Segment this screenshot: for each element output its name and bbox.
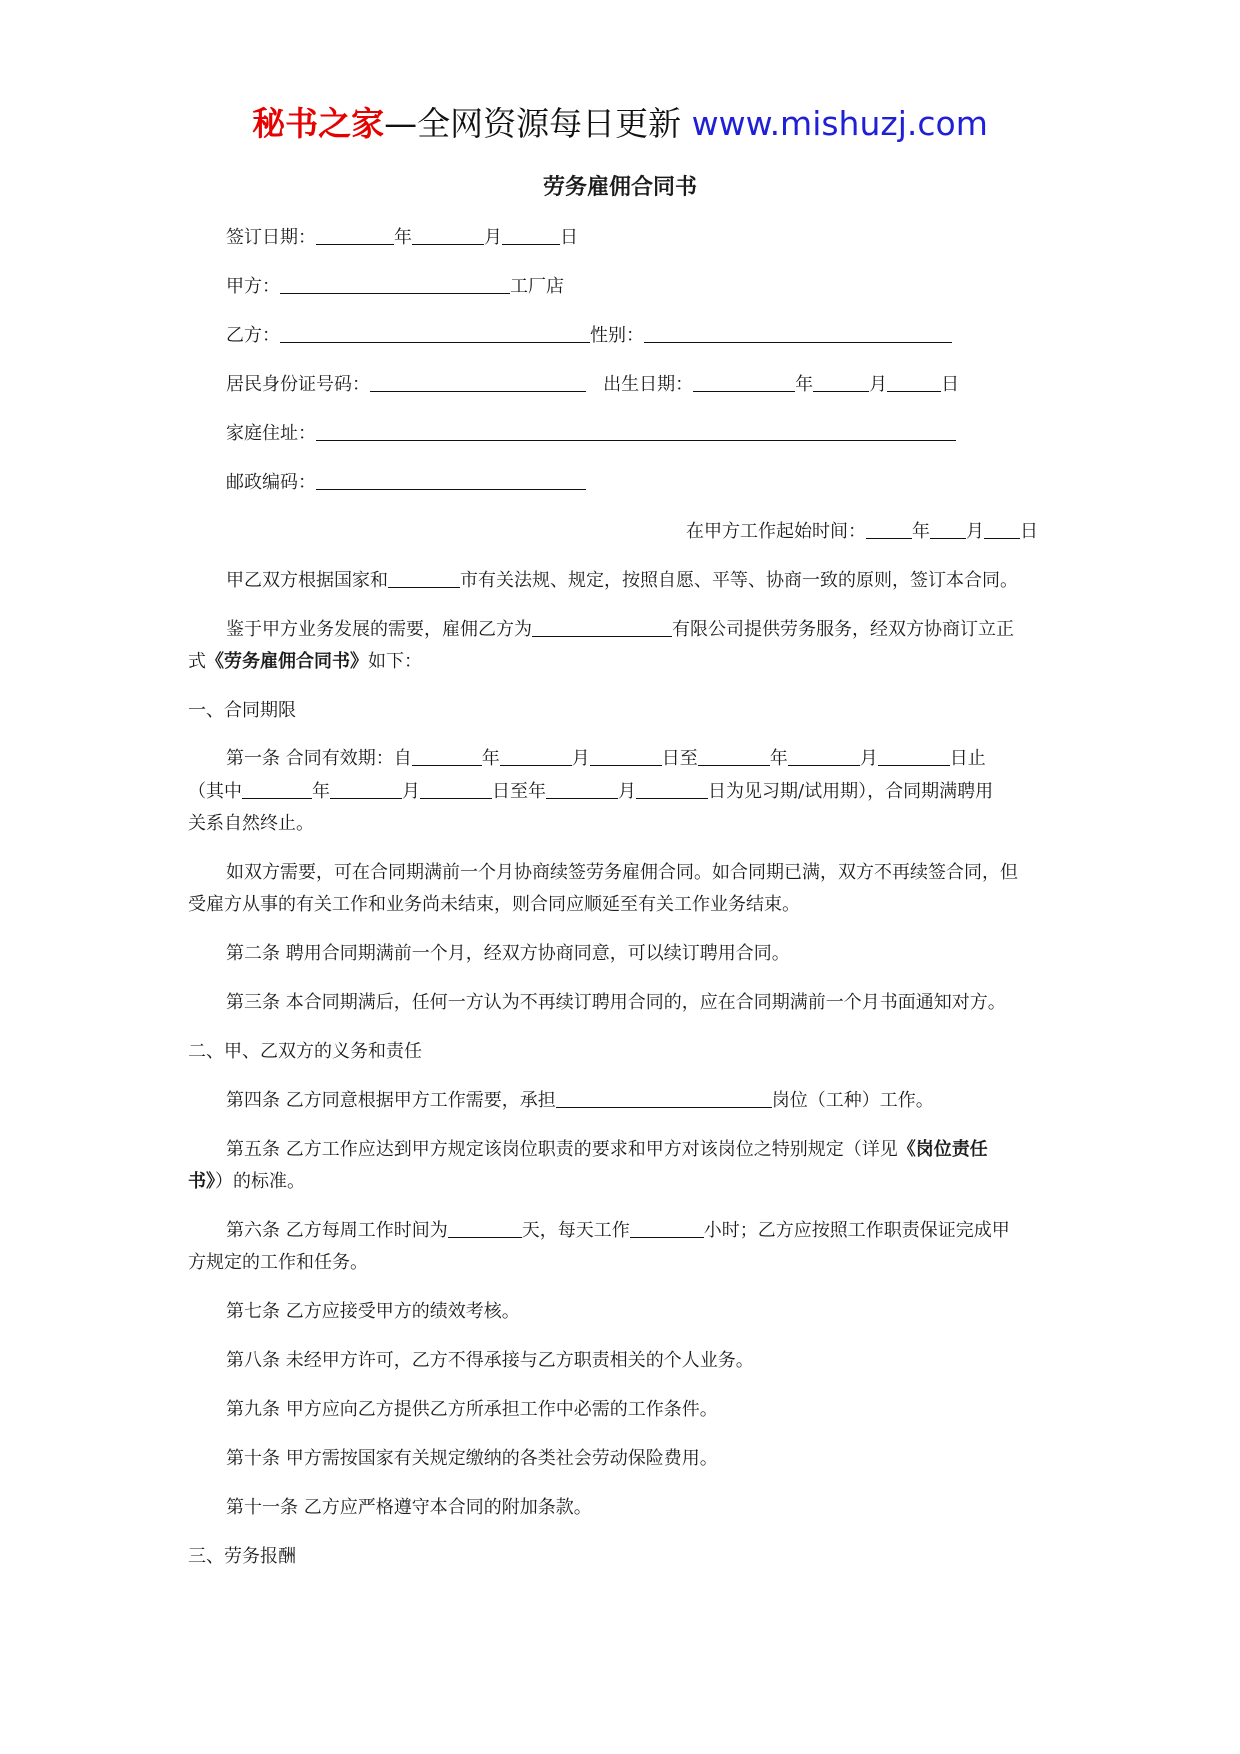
blank-party-a[interactable]: [280, 275, 510, 294]
blank-party-b[interactable]: [280, 324, 590, 343]
party-b-line: 乙方： 性别：: [226, 323, 952, 349]
renew-paragraph-line1: 如双方需要，可在合同期满前一个月协商续签劳务雇佣合同。如合同期已满，双方不再续签合同，但: [226, 862, 1018, 883]
blank-day[interactable]: [502, 226, 560, 245]
blank-to-month[interactable]: [788, 747, 860, 766]
blank-start-month[interactable]: [930, 520, 966, 539]
sign-date-line: 签订日期： 年 月 日: [226, 227, 578, 248]
blank-postal[interactable]: [316, 471, 586, 490]
article-3: 第三条 本合同期满后，任何一方认为不再续订聘用合同的，应在合同期满前一个月书面通知对方。: [226, 992, 1006, 1013]
article-1-line2: （其中 年 月 日至年 月 日为见习期/试用期），合同期满聘用: [188, 781, 994, 802]
blank-birth-month[interactable]: [813, 373, 869, 392]
blank-from-month[interactable]: [500, 747, 572, 766]
article-10: 第十条 甲方需按国家有关规定缴纳的各类社会劳动保险费用。: [226, 1448, 718, 1469]
blank-gender[interactable]: [644, 324, 952, 343]
article-7: 第七条 乙方应接受甲方的绩效考核。: [226, 1301, 520, 1322]
blank-id-number[interactable]: [370, 373, 586, 392]
article-11: 第十一条 乙方应严格遵守本合同的附加条款。: [226, 1497, 592, 1518]
blank-position[interactable]: [556, 1089, 772, 1108]
article-9: 第九条 甲方应向乙方提供乙方所承担工作中必需的工作条件。: [226, 1399, 718, 1420]
article-5-line1: 第五条 乙方工作应达到甲方规定该岗位职责的要求和甲方对该岗位之特别规定（详见《岗位责任: [226, 1139, 988, 1160]
article-6-line1: 第六条 乙方每周工作时间为 天，每天工作 小时；乙方应按照工作职责保证完成甲: [226, 1220, 1010, 1241]
article-5-line2: 书》）的标准。: [188, 1171, 305, 1192]
party-a-line: 甲方： 工厂店: [226, 276, 564, 297]
blank-company[interactable]: [532, 618, 672, 637]
blank-trial-year[interactable]: [242, 780, 312, 799]
blank-birth-day[interactable]: [887, 373, 941, 392]
blank-start-day[interactable]: [984, 520, 1020, 539]
address-line: 家庭住址：: [226, 421, 956, 447]
section-heading-2: 二、甲、乙双方的义务和责任: [188, 1041, 422, 1062]
brand-name: 秘书之家: [252, 104, 385, 143]
blank-from-day[interactable]: [590, 747, 662, 766]
article-6-line2: 方规定的工作和任务。: [188, 1252, 368, 1273]
article-4: 第四条 乙方同意根据甲方工作需要，承担 岗位（工种）工作。: [226, 1090, 934, 1111]
blank-year[interactable]: [316, 226, 394, 245]
blank-birth-year[interactable]: [693, 373, 795, 392]
blank-address[interactable]: [316, 422, 956, 441]
start-time-line: 在甲方工作起始时间： 年 月 日: [686, 521, 1038, 542]
intro-paragraph-2-line2: 式《劳务雇佣合同书》如下：: [188, 651, 422, 672]
article-1-line3: 关系自然终止。: [188, 813, 314, 834]
blank-start-year[interactable]: [866, 520, 912, 539]
blank-hours-per-day[interactable]: [630, 1219, 704, 1238]
blank-to-year[interactable]: [698, 747, 770, 766]
blank-city[interactable]: [388, 569, 460, 588]
renew-paragraph-line2: 受雇方从事的有关工作和业务尚未结束，则合同应顺延至有关工作业务结束。: [188, 894, 800, 915]
intro-paragraph-2-line1: 鉴于甲方业务发展的需要，雇佣乙方为 有限公司提供劳务服务，经双方协商订立正: [226, 619, 1014, 640]
postal-line: 邮政编码：: [226, 470, 586, 496]
document-title: 劳务雇佣合同书: [542, 174, 697, 200]
site-url-link[interactable]: www.mishuzj.com: [691, 104, 988, 143]
banner-slogan: —全网资源每日更新: [384, 104, 682, 143]
blank-trial-end-day[interactable]: [636, 780, 708, 799]
blank-days-per-week[interactable]: [448, 1219, 522, 1238]
blank-month[interactable]: [412, 226, 484, 245]
blank-trial-end-year[interactable]: [546, 780, 618, 799]
section-heading-1: 一、合同期限: [188, 700, 296, 721]
id-number-line: 居民身份证号码： 出生日期： 年 月 日: [226, 374, 960, 395]
blank-trial-month[interactable]: [330, 780, 402, 799]
blank-from-year[interactable]: [412, 747, 482, 766]
intro-paragraph-1: 甲乙双方根据国家和 市有关法规、规定，按照自愿、平等、协商一致的原则，签订本合同。: [226, 570, 1018, 591]
blank-to-day[interactable]: [878, 747, 950, 766]
section-heading-3: 三、劳务报酬: [188, 1546, 296, 1567]
article-1-line1: 第一条 合同有效期：自 年 月 日至 年 月 日止: [226, 748, 986, 769]
site-banner: [0, 104, 1240, 144]
article-2: 第二条 聘用合同期满前一个月，经双方协商同意，可以续订聘用合同。: [226, 943, 790, 964]
article-8: 第八条 未经甲方许可，乙方不得承接与乙方职责相关的个人业务。: [226, 1350, 754, 1371]
blank-trial-day[interactable]: [420, 780, 492, 799]
